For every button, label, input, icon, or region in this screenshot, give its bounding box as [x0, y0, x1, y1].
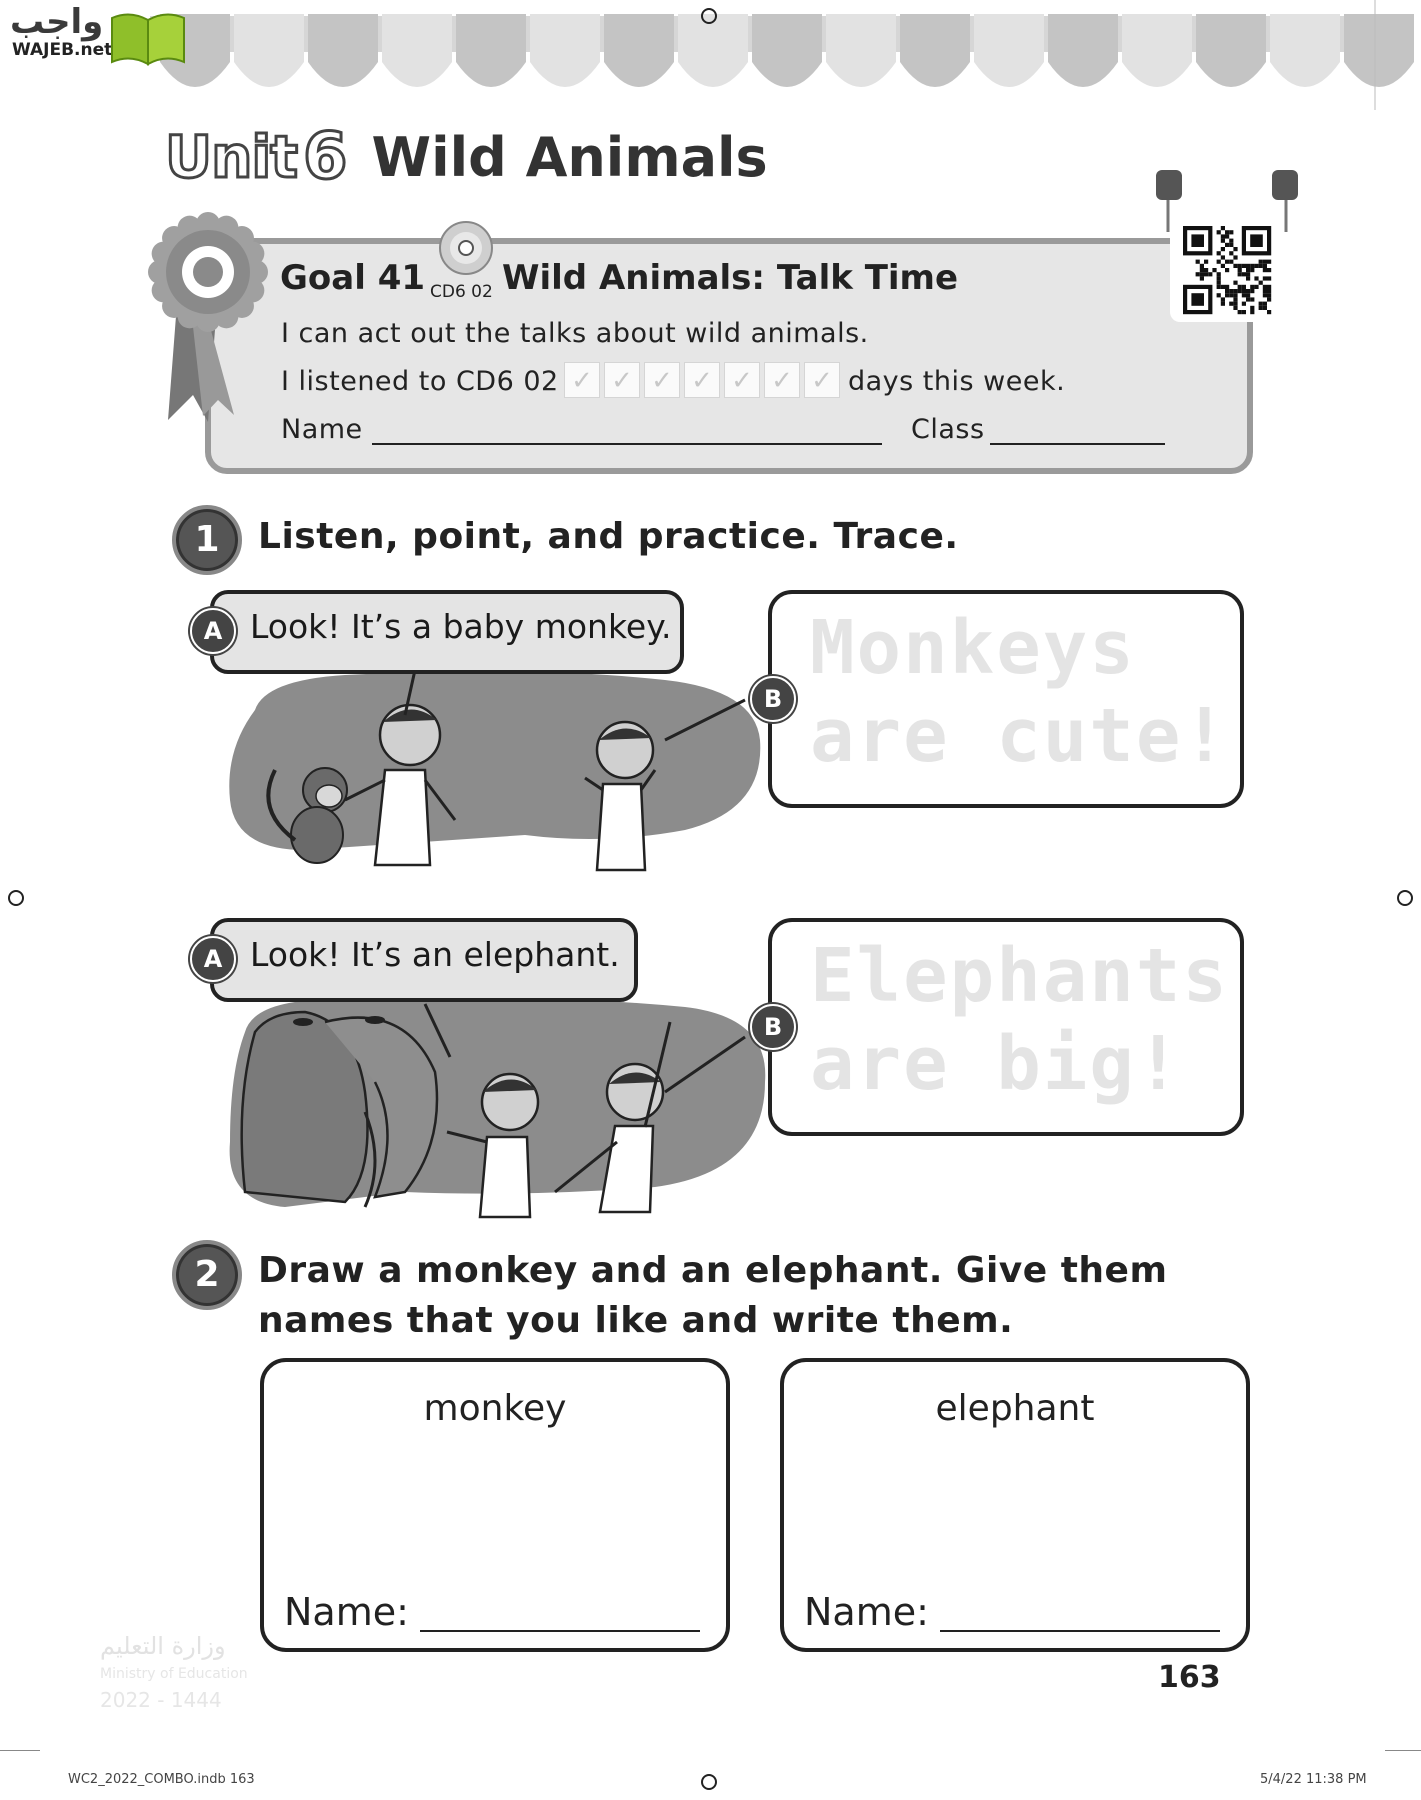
awning-scallop — [1270, 14, 1340, 87]
cd-icon — [436, 218, 496, 278]
listening-checkbox[interactable]: ✓ — [724, 362, 760, 398]
listening-checkbox[interactable]: ✓ — [684, 362, 720, 398]
goal-title: Goal 41 — [280, 258, 426, 298]
registration-mark-top — [701, 8, 717, 24]
speaker-a-badge-2: A — [190, 936, 236, 982]
page-number: 163 — [1158, 1660, 1221, 1695]
footer-date-info: 5/4/22 11:38 PM — [1260, 1772, 1367, 1787]
registration-mark-left — [8, 890, 24, 906]
activity-2-instruction: Draw a monkey and an elephant. Give them names that you like and write them. — [258, 1250, 1168, 1341]
ministry-arabic: وزارة التعليم — [100, 1632, 226, 1660]
drawing-name-blank[interactable] — [420, 1630, 700, 1632]
speaker-b-badge-1: B — [750, 676, 796, 722]
goal-listened-prefix: I listened to CD6 02 — [281, 366, 559, 397]
ministry-year: 2022 - 1444 — [100, 1688, 222, 1712]
cd-track-label: CD6 02 — [430, 282, 493, 302]
awning-scallop — [752, 14, 822, 87]
monkey-scene-illustration — [225, 660, 765, 890]
name-blank[interactable] — [372, 443, 882, 445]
listening-checkboxes — [564, 362, 840, 398]
speech-bubble-a-2: Look! It’s an elephant. — [210, 918, 638, 1002]
activity-2-number: 2 — [172, 1240, 242, 1310]
awning-scallop — [1196, 14, 1266, 87]
awning-scallop — [604, 14, 674, 87]
awning-scallop — [826, 14, 896, 87]
trace-line: Monkeys — [810, 605, 1136, 691]
trace-text-1[interactable] — [810, 604, 1229, 780]
book-icon — [108, 8, 188, 66]
ministry-english: Ministry of Education — [100, 1666, 248, 1682]
elephant-scene-illustration — [225, 992, 770, 1227]
goal-name-label: Name — [281, 414, 363, 445]
speech-bubble-a-1: Look! It’s a baby monkey. — [210, 590, 684, 674]
speaker-b-badge-2: B — [750, 1004, 796, 1050]
trace-line: Elephants — [810, 933, 1229, 1019]
unit-title — [165, 122, 768, 192]
listening-checkbox[interactable]: ✓ — [764, 362, 800, 398]
unit-label: Unit — [165, 123, 297, 191]
activity-1-number: 1 — [172, 505, 242, 575]
trace-line: are cute! — [810, 693, 1229, 779]
wajeb-logo-latin: WAJEB.net — [12, 40, 113, 60]
drawing-name-label: Name: — [284, 1590, 409, 1634]
awning-scallop — [1122, 14, 1192, 87]
unit-name: Wild Animals — [371, 125, 768, 189]
qr-code-icon — [1170, 218, 1284, 322]
elephant-drawing-box[interactable] — [780, 1358, 1250, 1652]
elephant-figure — [242, 1012, 437, 1207]
footer-rule — [0, 1750, 40, 1751]
awning-scallop — [900, 14, 970, 87]
qr-code[interactable] — [1170, 218, 1284, 322]
drawing-name-blank[interactable] — [940, 1630, 1220, 1632]
listening-checkbox[interactable]: ✓ — [804, 362, 840, 398]
footer-rule — [1385, 1750, 1421, 1751]
speaker-a-badge-1: A — [190, 608, 236, 654]
footer-file-info: WC2_2022_COMBO.indb 163 — [68, 1772, 255, 1787]
listening-checkbox[interactable]: ✓ — [564, 362, 600, 398]
goal-listened-suffix: days this week. — [848, 366, 1066, 397]
trace-line: are big! — [810, 1021, 1183, 1107]
goal-can-do: I can act out the talks about wild animals. — [281, 318, 869, 349]
awning-scallop — [530, 14, 600, 87]
registration-mark-right — [1397, 890, 1413, 906]
goal-subtitle: Wild Animals: Talk Time — [502, 258, 959, 298]
rosette-icon — [138, 200, 268, 430]
wajeb-logo-arabic: واجب — [10, 2, 104, 42]
class-blank[interactable] — [990, 443, 1165, 445]
drawing-name-label: Name: — [804, 1590, 929, 1634]
listening-checkbox[interactable]: ✓ — [644, 362, 680, 398]
awning-scallop — [1344, 14, 1414, 87]
registration-mark-bottom — [701, 1774, 717, 1790]
goal-class-label: Class — [911, 414, 985, 445]
activity-1-instruction: Listen, point, and practice. Trace. — [258, 516, 959, 557]
awning-scallop — [456, 14, 526, 87]
awning-scallop — [1048, 14, 1118, 87]
awning-scallop — [308, 14, 378, 87]
monkey-drawing-box[interactable] — [260, 1358, 730, 1652]
awning-scallop — [678, 14, 748, 87]
wajeb-logo — [0, 0, 200, 70]
awning-scallop — [234, 14, 304, 87]
listening-checkbox[interactable]: ✓ — [604, 362, 640, 398]
trace-text-2[interactable] — [810, 932, 1229, 1108]
awning-scallop — [382, 14, 452, 87]
unit-number: 6 — [303, 120, 348, 194]
awning-scallop — [974, 14, 1044, 87]
drawing-box-title: monkey — [423, 1388, 567, 1429]
drawing-box-title: elephant — [935, 1388, 1095, 1429]
